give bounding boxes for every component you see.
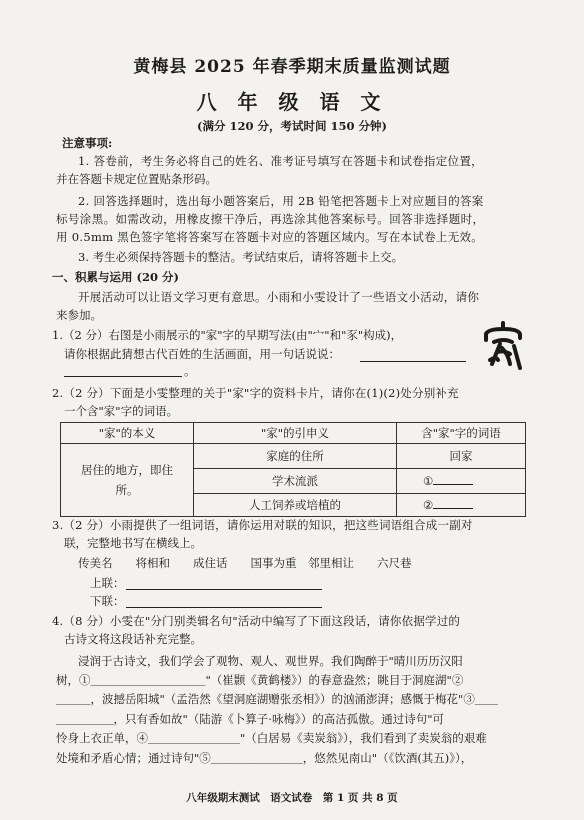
q4-passage-line-2: 树，①＿＿＿＿＿＿＿＿＿＿"（崔颢《黄鹤楼》）的春意盎然；眺目于洞庭湖"② [56, 673, 464, 687]
q4-passage-line-1: 浸润于古诗文，我们学会了观物、观人、观世界。我们陶醉于"晴川历历汉阳 [78, 654, 463, 668]
q3-upper-line [126, 589, 322, 590]
q1-answer-line-2 [64, 376, 182, 377]
blank-line-1 [433, 484, 473, 485]
jia-card-table [60, 422, 526, 517]
q4-passage-line-3: ＿＿＿，波撼岳阳城"（孟浩然《望洞庭湖赠张丞相》）的汹涌澎湃；感慨于梅花"③＿＿ [56, 692, 498, 706]
q2-line-1: 2.（2 分）下面是小雯整理的关于"家"字的资料卡片，请你在(1)(2)处分别补充 [52, 386, 459, 400]
q4-passage-line-5: 怜身上衣正单，④＿＿＿＿＿＿＿＿"（白居易《卖炭翁》），我们看到了卖炭翁的艰难 [56, 731, 487, 745]
blank-line-2 [433, 508, 473, 509]
exam-subject: 八 年 级 语 文 [196, 90, 388, 114]
notice-line-2: 并在答题卡规定位置贴条形码。 [56, 172, 217, 186]
notice-line-6: 3. 考生必须保持答题卡的整洁。考试结束后，请将答题卡上交。 [78, 250, 404, 264]
table-cell-blank-2 [397, 494, 526, 517]
table-header-row [61, 423, 526, 444]
table-cell-original-meaning: 居住的地方，即住所。 [61, 444, 194, 517]
table-row [61, 444, 526, 469]
notice-heading: 注意事项: [62, 136, 113, 150]
blank-marker: ① [423, 474, 434, 488]
q3-line-2: 联，完整地书写在横线上。 [64, 536, 202, 550]
q4-line-1: 4.（8 分）小雯在"分门别类辑名句"活动中编写了下面这段话，请你依据学过的 [52, 614, 461, 628]
table-header-cell: "家"的本义 [61, 423, 194, 444]
q4-passage-line-4: ＿＿＿＿＿，只有香如故"（陆游《卜算子·咏梅》）的高洁孤傲。通过诗句"可 [56, 712, 444, 726]
q3-lower-label: 下联： [90, 594, 125, 608]
q3-lower-line [126, 607, 322, 608]
q3-word-list: 传美名 将相和 成住话 国事为重 邻里相让 六尺巷 [78, 556, 412, 570]
notice-line-4: 标号涂黑。如需改动，用橡皮擦干净后，再选涂其他答案标号。回答非选择题时， [56, 212, 485, 226]
q1-line-1: 1.（2 分）右图是小雨展示的"家"字的早期写法(由"宀"和"豕"构成)， [52, 328, 403, 342]
ancient-jia-character-icon [480, 320, 526, 372]
exam-title: 黄梅县 2025 年春季期末质量监测试题 [133, 57, 451, 77]
exam-info: (满分 120 分，考试时间 150 分钟) [197, 119, 387, 133]
q4-passage-line-6: 处境和矛盾心情；通过诗句"⑤＿＿＿＿＿＿＿＿，悠然见南山"（《饮酒(其五)》）， [56, 751, 473, 765]
page-footer: 八年级期末测试 语文试卷 第 1 页 共 8 页 [186, 792, 398, 804]
notice-line-1: 1. 答卷前，考生务必将自己的姓名、准考证号填写在答题卡和试卷指定位置， [78, 154, 483, 168]
q2-line-2: 一个含"家"字的词语。 [64, 404, 179, 418]
table-header-cell: "家"的引申义 [194, 423, 397, 444]
q3-line-1: 3.（2 分）小雨提供了一组词语，请你运用对联的知识，把这些词语组合成一副对 [52, 518, 473, 532]
q1-line-2: 请你根据此猜想古代百姓的生活画面，用一句话说说： [64, 347, 340, 361]
section1-intro-2: 来参加。 [56, 308, 102, 322]
q3-upper-label: 上联： [90, 576, 125, 590]
q1-answer-line-1 [360, 361, 466, 362]
section1-intro-1: 开展活动可以让语文学习更有意思。小雨和小雯设计了一些语文小活动，请你 [78, 290, 480, 304]
table-cell: 回家 [397, 444, 526, 469]
notice-line-3: 2. 回答选择题时，选出每小题答案后，用 2B 铅笔把答题卡上对应题目的答案 [78, 194, 484, 208]
q4-line-2: 古诗文将这段话补充完整。 [64, 632, 202, 646]
table-header-cell: 含"家"字的词语 [397, 423, 526, 444]
notice-line-5: 用 0.5mm 黑色签字笔将答案写在答题卡对应的答题区域内。写在本试卷上无效。 [56, 230, 484, 244]
table-cell: 家庭的住所 [194, 444, 397, 469]
table-cell: 人工饲养或培植的 [194, 494, 397, 517]
blank-marker: ② [423, 498, 434, 512]
q1-line-3: 。 [184, 364, 196, 378]
section1-heading: 一、积累与运用 (20 分) [52, 270, 179, 284]
table-cell: 学术流派 [194, 469, 397, 494]
table-cell-blank-1 [397, 469, 526, 494]
